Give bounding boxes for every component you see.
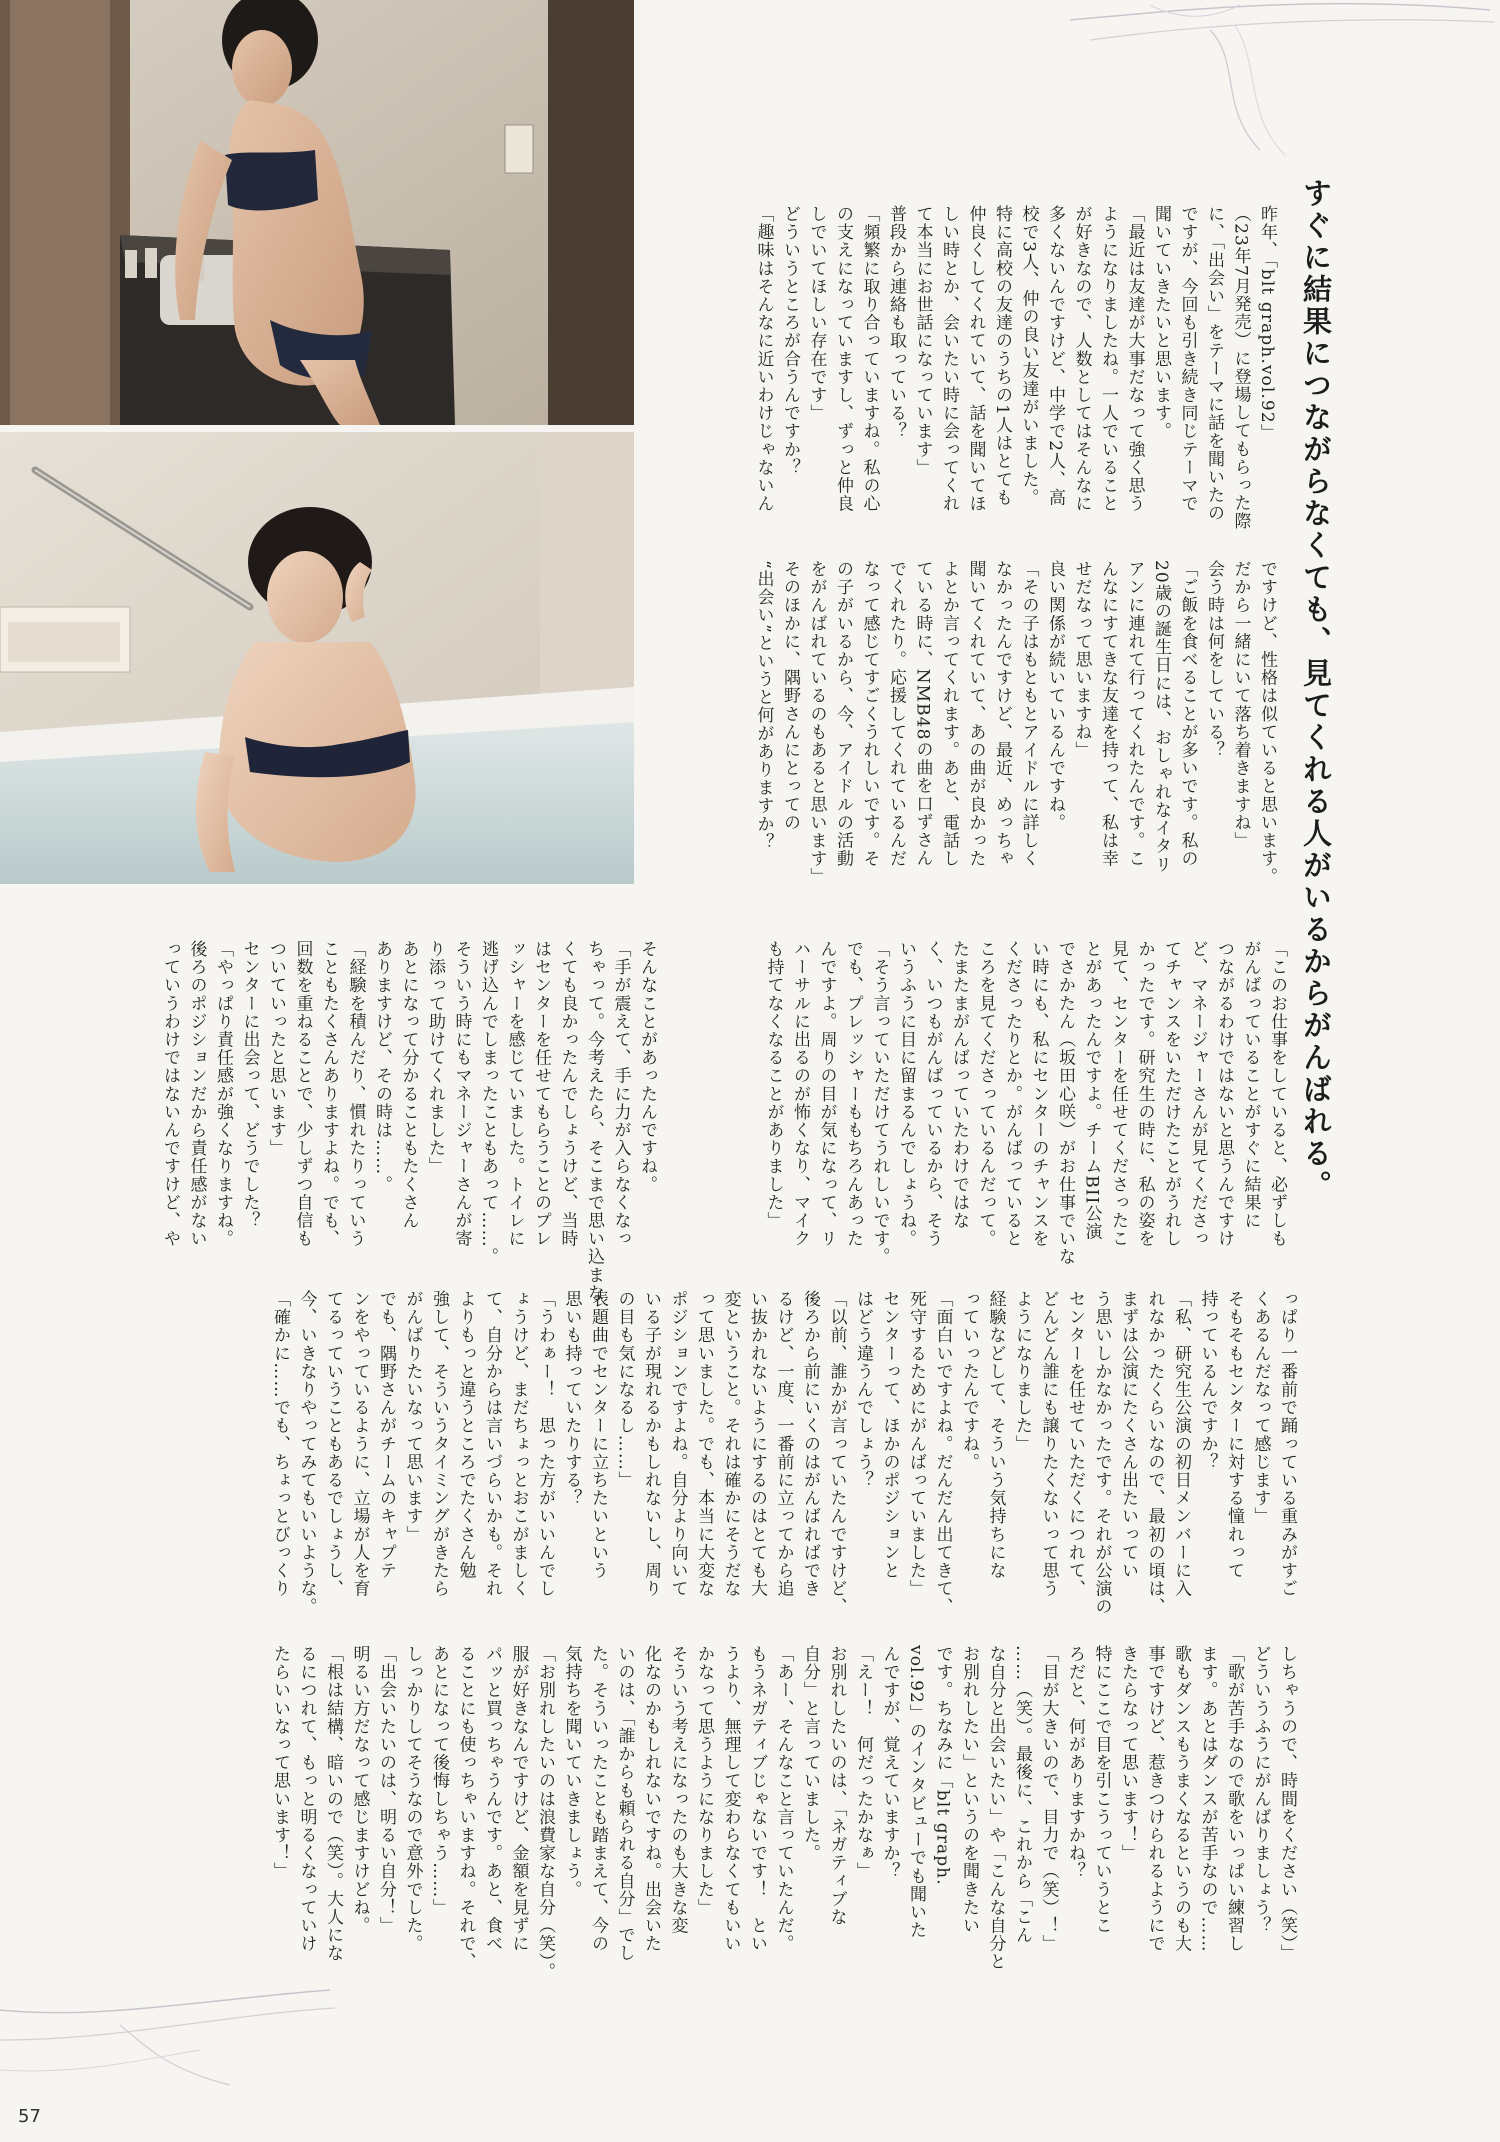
text-line: がんばりたいなって思います」 [402,1290,423,1544]
text-line: あとになって分かることもたくさん [398,940,419,1230]
text-line: 今、いきなりやってみてもいいような。 [296,1290,317,1616]
text-line: 自分」と言っていました。 [800,1645,820,1863]
text-line: に、「出会い」をテーマに話を聞いたの [1204,205,1224,523]
text-line: っぱり一番前で踊っている重みがすご [1277,1290,1297,1598]
text-line: まずは公演にたくさん出たいってい [1118,1290,1138,1580]
text-line: 見て、センターを任せてくださったこ [1108,940,1128,1248]
text-line: どういうところが合うんですか？ [780,205,800,477]
text-line: 「歌が苦手なので歌をいっぱい練習し [1224,1645,1244,1953]
text-line: です。ちなみに「blt graph. [932,1645,953,1886]
text-line: センターを任せていただくにつれて、 [1065,1290,1085,1598]
text-line: ッシャーを感じていました。トイレに [504,940,525,1248]
text-line: つながるわけではないと思うんですけ [1214,940,1234,1248]
text-line: 経験などして、そういう気持ちにな [985,1290,1006,1580]
text-line: 良い関係が続いているんですね。 [1045,560,1065,832]
text-line: 表題曲でセンターに立ちたいという [588,1290,608,1580]
text-line: くあるんだなって感じます」 [1250,1290,1271,1526]
text-line: しでいてほしい存在です」 [806,205,827,423]
text-line: ですけど、性格は似ていると思います。 [1257,560,1277,886]
text-line: 「うわぁー！ 思った方がいいんでし [535,1290,555,1598]
text-line: きたらなって思います！」 [1118,1645,1138,1863]
text-line: 「このお仕事をしていると、必ずしも [1267,940,1287,1248]
text-line: ようになりましたね。一人でいること [1098,205,1118,513]
text-line: うより、無理して変わらなくてもいい [720,1645,741,1953]
text-line: 「私、研究生公演の初日メンバーに入 [1171,1290,1191,1598]
text-line: 「出会いたいのは、明るい自分！」 [376,1645,396,1935]
photo-bathtub-sitting [0,432,634,884]
text-line: たらいいなって思います！」 [270,1645,290,1881]
text-line: 「以前、誰かが言っていたんですけど、 [826,1290,847,1616]
text-line: でさかたん（坂田心咲）がお仕事でいな [1055,940,1075,1266]
text-line: なかったんですけど、最近、めっちゃ [992,560,1012,868]
text-line: くても良かったんでしょうけど、当時 [557,940,578,1248]
text-line: の子がいるから、今、アイドルの活動 [833,560,853,868]
text-line: 思いも持っていたりする？ [561,1290,582,1508]
text-line: 化なのかもしれないですね。出会いた [641,1645,661,1953]
upper-right-column [690,560,1280,895]
text-line: 「確かに……でも、ちょっとびっくり [270,1290,290,1598]
decorative-swirl-top [1060,0,1500,160]
text-line: 聞いていきたいと思います。 [1151,205,1171,441]
text-line: く、いつもがんばっているから、そう [922,940,943,1248]
text-line: の支えになっていますし、ずっと仲良 [833,205,853,513]
text-line: いのは、「誰からも頼られる自分」でし [614,1645,635,1963]
text-line: せだなって思いますね」 [1071,560,1092,760]
page-number: 57 [18,2106,41,2127]
text-line: センターって、ほかのポジションと [879,1290,900,1580]
text-line: るにつれて、もっと明るくなっていけ [296,1645,317,1953]
text-line: 事ですけど、惹きつけられるようにで [1144,1645,1165,1953]
middle-left-column [150,940,660,1302]
text-line: “出会い”というと何がありますか？ [753,560,774,852]
text-line: でくれたり。応援してくれているんだ [886,560,906,868]
text-line: な自分と出会いたい」や「こんな自分と [985,1645,1006,1971]
lower-right-column [270,1290,1300,1625]
text-line: て、自分からは言いづらいかも。それ [482,1290,502,1598]
text-line: しっかりしてそうなので意外でした。 [402,1645,423,1953]
text-line: たまたまがんばっていたわけではな [949,940,969,1230]
text-line: そんなことがあったんですね。 [637,940,657,1194]
text-line: ょうけど、まだちょっとおこがましく [508,1290,529,1598]
text-line: 仲良くしてくれていて、話を聞いてほ [965,205,986,513]
text-line: ます。あとはダンスが苦手なので…… [1197,1645,1218,1953]
text-line: 持っているんですか？ [1197,1290,1218,1471]
text-line: 後ろのポジションだから責任感がない [186,940,207,1248]
text-line: そういう時にもマネージャーさんが寄 [451,940,472,1248]
text-line: 「根は結構、暗いので（笑）。大人にな [323,1645,343,1963]
text-line: 逃げ込んでしまったこともあって……。 [478,940,498,1266]
text-line: てチャンスをいただけたことがうれし [1161,940,1181,1248]
text-line: ることにも使っちゃいますね。それで、 [455,1645,476,1971]
text-line: 聞いてくれていて、あの曲が良かった [965,560,986,868]
text-line: 後ろから前にいくのはがんばればでき [800,1290,820,1598]
middle-right-column [763,940,1290,1275]
text-line: ンをやっているように、立場が人を育 [349,1290,370,1598]
text-line: ている時に、NMB48の曲を口ずさん [912,560,933,868]
text-line: ありますけど、その時は……。 [372,940,392,1194]
text-line: んですが、覚えていますか？ [879,1645,900,1881]
text-line: んなにすてきな友達を持って、私は幸 [1098,560,1118,868]
text-line: 「手が震えて、手に力が入らなくなっ [610,940,631,1248]
text-line: よりもっと違うところでたくさん勉 [455,1290,476,1580]
text-line: っていったんですね。 [959,1290,979,1471]
text-line: あとになって後悔しちゃう……」 [429,1645,449,1917]
text-line: の目も気になるし……」 [614,1290,635,1490]
text-line: 「最近は友達が大事だなって強く思う [1124,205,1145,513]
text-line: 「ご飯を食べることが多いです。私の [1177,560,1198,868]
text-line: が好きなので、人数としてはそんなに [1071,205,1092,513]
text-line: ついていったと思います」 [266,940,286,1158]
headline: すぐに結果につながらなくても、見てくれる人がいるからがんばれる。 [1299,178,1333,1202]
text-line: り添って助けてくれました」 [425,940,445,1176]
text-line: お別れしたいのは、「ネガティブな [826,1645,847,1927]
text-line: 多くないんですけど、中学で2人、高 [1045,205,1065,507]
text-line: ころを見てくださっているんだって。 [975,940,996,1248]
text-line: 「経験を積んだり、慣れたりっていう [345,940,366,1248]
text-line: とがあったんですよ。チームBII公演 [1081,940,1102,1241]
text-line: んですよ。周りの目が気になって、リ [816,940,837,1248]
text-line: 「そう言っていただけてうれしいです。 [869,940,890,1266]
text-line: 気持ちを聞いていきましょう。 [561,1645,582,1899]
text-line: ろだと、何がありますかね？ [1065,1645,1085,1881]
text-line: て本当にお世話になっています」 [912,205,933,477]
text-line: そういう考えになったのも大きな変 [667,1645,688,1935]
text-line: た。そういったことも踏まえて、今の [588,1645,608,1953]
text-line: ですが、今回も引き続き同じテーマで [1177,205,1198,513]
text-line: って思いました。でも、本当に大変な [694,1290,714,1598]
text-line: 服が好きなんですけど、金額を見ずに [508,1645,529,1953]
text-line: （23年7月発売）に登場してもらった際 [1230,205,1251,531]
text-line: 校で3人、仲の良い友達がいました。 [1018,205,1039,507]
text-line: お別れしたい」というのを聞きたい [959,1645,979,1935]
text-line: 強して、そういうタイミングがきたら [429,1290,449,1598]
text-line: 明るい方だなって感じますけどね。 [349,1645,370,1935]
text-line: 回数を重ねることで、少しずつ自信も [292,940,313,1248]
text-line: 「お別れしたいのは浪費家な自分（笑）。 [535,1645,555,1981]
text-line: よとか言ってくれます。あと、電話し [939,560,959,868]
text-line: でも、隅野さんがチームのキャプテ [376,1290,396,1580]
text-line: るけど、一度、一番前に立ってから追 [773,1290,794,1598]
text-line: てるっていうこともあるでしょうし、 [323,1290,343,1598]
text-line: かったです。研究生の時に、私の姿を [1134,940,1155,1248]
text-line: も持てなくなることがありました」 [763,940,784,1230]
text-line: がんばっていることがすぐに結果に [1240,940,1261,1230]
text-line: 昨年、「blt graph.vol.92」 [1257,205,1277,442]
text-line: vol.92」のインタビューでも聞いた [906,1645,926,1940]
text-line: パッと買っちゃうんです。あと、食べ [482,1645,502,1953]
text-line: 会う時は何をしている？ [1204,560,1224,760]
text-line: 普段から連絡も取っている？ [886,205,906,441]
text-line: 変ということ。それは確かにそうだな [720,1290,741,1598]
text-line: う思いしかなかったです。それが公演の [1091,1290,1112,1616]
upper-left-column [690,205,1280,535]
text-line: い抜かれないようにするのはとても大 [747,1290,767,1598]
photo-bathroom-standing [0,0,634,425]
text-line: ハーサルに出るのが怖くなり、マイク [790,940,810,1248]
text-line: いうふうに目に留まるんでしょうね。 [896,940,916,1248]
text-line: しい時とか、会いたい時に会ってくれ [939,205,959,513]
text-line: はセンターを任せてもらうことのプレ [531,940,551,1248]
text-line: くださったりとか。がんばっていると [1002,940,1022,1248]
text-line: なって感じてすごくうれしいです。そ [859,560,880,868]
text-line: 「面白いですよね。だんだん出てきて、 [932,1290,953,1616]
text-line: ど、マネージャーさんが見てくださっ [1187,940,1208,1248]
text-line: こともたくさんありますよね。でも、 [319,940,339,1248]
text-line: 「やっぱり責任感が強くなりますね。 [213,940,233,1248]
text-line: ようになりました」 [1012,1290,1032,1453]
text-line: い時にも、私にセンターのチャンスを [1028,940,1049,1248]
text-line: でも、プレッシャーももちろんあった [843,940,863,1248]
text-line: いる子が現れるかもしれないし、周り [641,1290,661,1598]
text-line: 20歳の誕生日には、おしゃれなイタリ [1151,560,1171,874]
text-line: 「その子はもともとアイドルに詳しく [1018,560,1039,868]
text-line: 「あー、そんなこと言っていたんだ。 [773,1645,794,1953]
text-line: はどう違うんでしょう？ [853,1290,873,1490]
text-line: かなって思うようになりました」 [694,1645,714,1917]
decorative-swirl-bottom [0,1980,340,2090]
text-line: そもそもセンターに対する憧れって [1224,1290,1244,1580]
text-line: だから一緒にいて落ち着きますね」 [1230,560,1251,850]
text-line: 「頻繁に取り合っていますね。私の心 [859,205,880,513]
text-line: 特に高校の友達のうちの1人はとても [992,205,1012,507]
text-line: センターに出会って、どうでした？ [239,940,260,1230]
text-line: もうネガティブじゃないです！ とい [747,1645,767,1953]
text-line: 死守するためにがんばっていました」 [906,1290,926,1598]
text-line: 特にここで目を引こうっていうとこ [1091,1645,1112,1935]
text-line: どういうふうにがんばりましょう？ [1250,1645,1271,1935]
text-line: ……（笑）。最後に、これから「こん [1012,1645,1032,1945]
text-line: どんどん誰にも譲りたくないって思う [1038,1290,1059,1598]
text-line: そのほかに、隅野さんにとっての [780,560,800,832]
lower-left-column [270,1645,1300,1980]
text-line: 「趣味はそんなに近いわけじゃないん [753,205,774,513]
text-line: をがんばれているのもあると思います」 [806,560,827,886]
text-line: ポジションですよね。自分より向いて [667,1290,688,1598]
text-line: 「目が大きいので、目力で（笑）！」 [1038,1645,1059,1953]
text-line: っていうわけではないんですけど、や [160,940,180,1248]
text-line: 「えー！ 何だったかなぁ」 [853,1645,873,1881]
text-line: れなかったくらいなので、最初の頃は、 [1144,1290,1165,1616]
text-line: ちゃって。今考えたら、そこまで思い込まな [584,940,604,1302]
text-line: アンに連れて行ってくれたんです。こ [1124,560,1145,868]
text-line: 歌もダンスもうまくなるというのも大 [1171,1645,1191,1953]
text-line: しちゃうので、時間をください（笑）」 [1277,1645,1297,1963]
